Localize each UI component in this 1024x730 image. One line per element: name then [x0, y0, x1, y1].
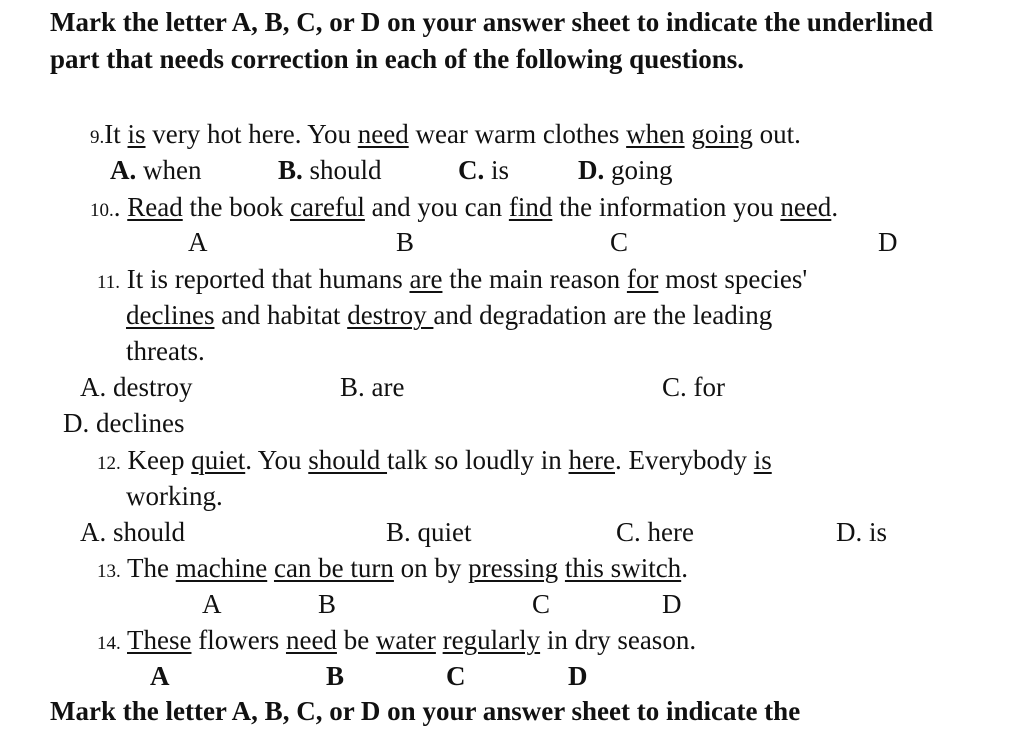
question-11-line-3: threats. — [126, 336, 205, 366]
q12-option-c: C. here — [616, 517, 694, 547]
underlined-part: These — [127, 625, 192, 655]
underlined-part: here — [568, 445, 615, 475]
next-section-instruction-cutoff: Mark the letter A, B, C, or D on your answer sheet to indicate the — [50, 696, 801, 726]
question-number: 14. — [97, 633, 121, 654]
q10-letter-c: C — [610, 227, 629, 257]
underlined-part: is — [753, 445, 772, 475]
underlined-part: need — [285, 625, 337, 655]
section-instruction: Mark the letter A, B, C, or D on your answer sheet to indicate the underlined part that needs correction in each of the following questions. — [50, 7, 933, 74]
underlined-part: is — [127, 119, 146, 149]
q11-option-b: B. are — [340, 372, 405, 402]
underlined-part: for — [626, 264, 659, 294]
q10-letter-a: A — [188, 227, 208, 257]
question-number: 11. — [97, 272, 121, 293]
q9-option-b: B. should — [278, 155, 382, 185]
question-11: 11. It is reported that humans are the main reason for most species' — [97, 264, 808, 294]
underlined-part: Read — [127, 192, 183, 222]
q12-option-b: B. quiet — [386, 517, 472, 547]
q10-letter-d: D — [878, 227, 898, 257]
q13-letter-b: B — [318, 589, 337, 619]
question-13: 13. The machine can be turn on by pressing this switch. — [97, 553, 688, 583]
q10-letter-b: B — [396, 227, 415, 257]
question-12: 12. Keep quiet. You should talk so loudly in here. Everybody is — [97, 445, 772, 475]
underlined-part: should — [308, 445, 388, 475]
q11-option-c: C. for — [662, 372, 725, 402]
q13-letter-a: A — [202, 589, 222, 619]
underlined-part: machine — [175, 553, 268, 583]
question-14: 14. These flowers need be water regularly in dry season. — [97, 625, 697, 655]
q14-letter-d: D — [568, 661, 588, 691]
underlined-part: need — [357, 119, 409, 149]
question-12-line-2: working. — [126, 481, 223, 511]
q12-option-d: D. is — [836, 517, 888, 547]
q9-option-c: C. is — [458, 155, 510, 185]
question-number: 12. — [97, 453, 121, 474]
underlined-part: need — [780, 192, 832, 222]
underlined-part: this switch — [564, 553, 682, 583]
q11-option-a: A. destroy — [80, 372, 193, 402]
underlined-part: are — [409, 264, 443, 294]
q13-letter-c: C — [532, 589, 551, 619]
underlined-part: regularly — [442, 625, 541, 655]
q11-option-d: D. declines — [63, 408, 185, 438]
underlined-part: water — [375, 625, 436, 655]
question-number: 13. — [97, 561, 121, 582]
q14-letter-a: A — [150, 661, 170, 691]
question-11-line-2: declines and habitat destroy and degradation are the leading — [126, 300, 773, 330]
q14-letter-c: C — [446, 661, 466, 691]
underlined-part: find — [508, 192, 553, 222]
underlined-part: pressing — [468, 553, 559, 583]
underlined-part: destroy — [347, 300, 434, 330]
underlined-part: declines — [126, 300, 215, 330]
q12-option-a: A. should — [80, 517, 186, 547]
question-9: 9.It is very hot here. You need wear warm clothes when going out. — [90, 119, 801, 149]
underlined-part: when — [626, 119, 685, 149]
underlined-part: quiet — [191, 445, 246, 475]
underlined-part: can be turn — [273, 553, 394, 583]
question-number: 9. — [90, 127, 105, 148]
question-10: 10.. Read the book careful and you can find the information you need. — [90, 192, 839, 222]
q9-option-a: A. when — [110, 155, 202, 185]
underlined-part: going — [691, 119, 753, 149]
underlined-part: careful — [289, 192, 365, 222]
q9-option-d: D. going — [578, 155, 673, 185]
q14-letter-b: B — [326, 661, 345, 691]
q13-letter-d: D — [662, 589, 682, 619]
question-number: 10. — [90, 200, 114, 221]
